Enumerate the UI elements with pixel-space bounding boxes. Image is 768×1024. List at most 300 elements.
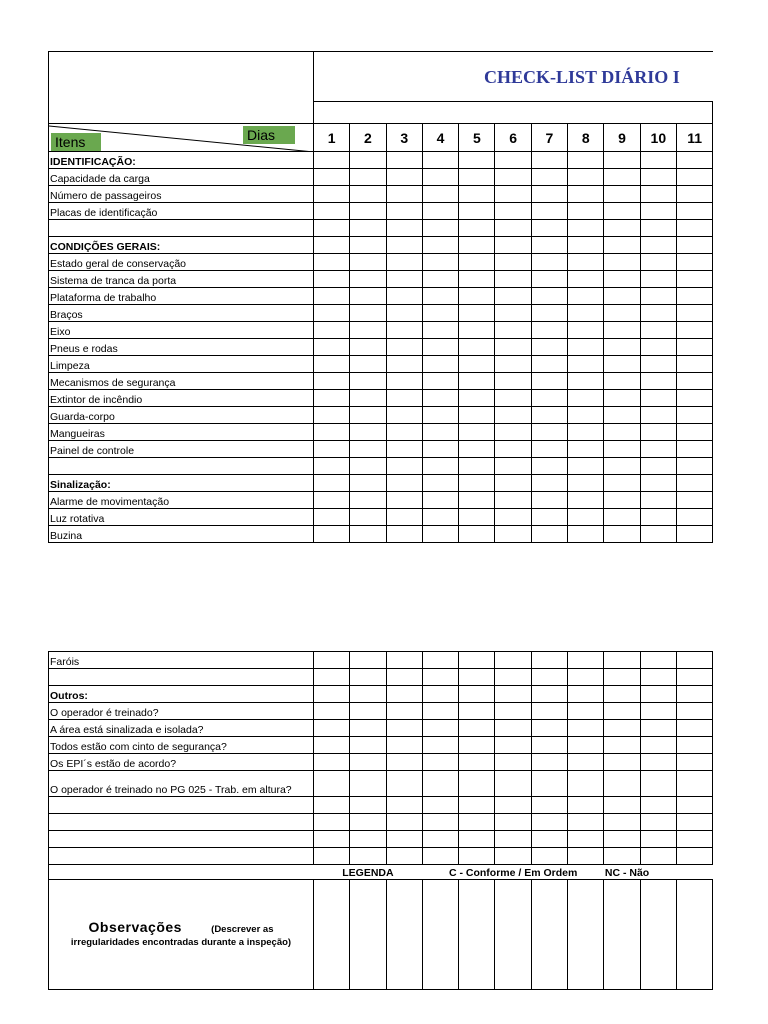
check-cell[interactable]	[314, 373, 350, 390]
check-cell[interactable]	[386, 754, 422, 771]
check-cell[interactable]	[386, 703, 422, 720]
check-cell[interactable]	[531, 703, 567, 720]
check-cell[interactable]	[640, 797, 676, 814]
check-cell[interactable]	[422, 339, 458, 356]
check-cell[interactable]	[422, 441, 458, 458]
check-cell[interactable]	[568, 356, 604, 373]
check-cell[interactable]	[568, 271, 604, 288]
check-cell[interactable]	[531, 305, 567, 322]
check-cell[interactable]	[676, 686, 712, 703]
check-cell[interactable]	[531, 458, 567, 475]
check-cell[interactable]	[604, 652, 640, 669]
check-cell[interactable]	[350, 322, 386, 339]
check-cell[interactable]	[676, 203, 712, 220]
check-cell[interactable]	[568, 407, 604, 424]
check-cell[interactable]	[495, 737, 531, 754]
check-cell[interactable]	[350, 356, 386, 373]
check-cell[interactable]	[604, 441, 640, 458]
check-cell[interactable]	[531, 288, 567, 305]
check-cell[interactable]	[568, 152, 604, 169]
check-cell[interactable]	[640, 441, 676, 458]
check-cell[interactable]	[386, 669, 422, 686]
check-cell[interactable]	[495, 169, 531, 186]
check-cell[interactable]	[568, 458, 604, 475]
check-cell[interactable]	[422, 797, 458, 814]
check-cell[interactable]	[495, 203, 531, 220]
check-cell[interactable]	[568, 203, 604, 220]
check-cell[interactable]	[531, 754, 567, 771]
check-cell[interactable]	[350, 720, 386, 737]
check-cell[interactable]	[422, 169, 458, 186]
check-cell[interactable]	[350, 152, 386, 169]
check-cell[interactable]	[676, 475, 712, 492]
check-cell[interactable]	[422, 771, 458, 797]
check-cell[interactable]	[604, 424, 640, 441]
observacoes-cell[interactable]	[386, 880, 422, 990]
check-cell[interactable]	[531, 526, 567, 543]
check-cell[interactable]	[386, 220, 422, 237]
check-cell[interactable]	[350, 669, 386, 686]
check-cell[interactable]	[314, 169, 350, 186]
check-cell[interactable]	[422, 754, 458, 771]
check-cell[interactable]	[386, 441, 422, 458]
check-cell[interactable]	[604, 407, 640, 424]
check-cell[interactable]	[350, 271, 386, 288]
check-cell[interactable]	[350, 509, 386, 526]
check-cell[interactable]	[568, 509, 604, 526]
check-cell[interactable]	[640, 390, 676, 407]
check-cell[interactable]	[568, 492, 604, 509]
check-cell[interactable]	[604, 288, 640, 305]
check-cell[interactable]	[604, 220, 640, 237]
observacoes-cell[interactable]	[459, 880, 495, 990]
check-cell[interactable]	[422, 237, 458, 254]
check-cell[interactable]	[531, 237, 567, 254]
check-cell[interactable]	[640, 271, 676, 288]
check-cell[interactable]	[459, 475, 495, 492]
check-cell[interactable]	[676, 831, 712, 848]
check-cell[interactable]	[676, 737, 712, 754]
check-cell[interactable]	[459, 254, 495, 271]
check-cell[interactable]	[386, 737, 422, 754]
check-cell[interactable]	[459, 373, 495, 390]
check-cell[interactable]	[676, 509, 712, 526]
check-cell[interactable]	[604, 754, 640, 771]
check-cell[interactable]	[604, 526, 640, 543]
check-cell[interactable]	[531, 441, 567, 458]
check-cell[interactable]	[604, 458, 640, 475]
check-cell[interactable]	[350, 475, 386, 492]
check-cell[interactable]	[568, 848, 604, 865]
check-cell[interactable]	[350, 288, 386, 305]
check-cell[interactable]	[568, 737, 604, 754]
check-cell[interactable]	[676, 254, 712, 271]
check-cell[interactable]	[604, 509, 640, 526]
check-cell[interactable]	[386, 848, 422, 865]
check-cell[interactable]	[495, 754, 531, 771]
check-cell[interactable]	[676, 373, 712, 390]
check-cell[interactable]	[422, 737, 458, 754]
check-cell[interactable]	[386, 203, 422, 220]
check-cell[interactable]	[640, 458, 676, 475]
check-cell[interactable]	[350, 186, 386, 203]
check-cell[interactable]	[459, 703, 495, 720]
check-cell[interactable]	[531, 652, 567, 669]
check-cell[interactable]	[314, 254, 350, 271]
check-cell[interactable]	[604, 169, 640, 186]
check-cell[interactable]	[386, 322, 422, 339]
check-cell[interactable]	[640, 322, 676, 339]
check-cell[interactable]	[495, 686, 531, 703]
check-cell[interactable]	[676, 305, 712, 322]
check-cell[interactable]	[314, 407, 350, 424]
check-cell[interactable]	[495, 356, 531, 373]
check-cell[interactable]	[568, 814, 604, 831]
observacoes-cell[interactable]	[604, 880, 640, 990]
check-cell[interactable]	[568, 254, 604, 271]
check-cell[interactable]	[422, 686, 458, 703]
check-cell[interactable]	[422, 186, 458, 203]
check-cell[interactable]	[640, 669, 676, 686]
check-cell[interactable]	[604, 271, 640, 288]
check-cell[interactable]	[676, 652, 712, 669]
check-cell[interactable]	[386, 424, 422, 441]
check-cell[interactable]	[676, 771, 712, 797]
check-cell[interactable]	[604, 831, 640, 848]
check-cell[interactable]	[604, 152, 640, 169]
check-cell[interactable]	[422, 203, 458, 220]
check-cell[interactable]	[531, 356, 567, 373]
check-cell[interactable]	[640, 686, 676, 703]
check-cell[interactable]	[640, 254, 676, 271]
check-cell[interactable]	[495, 492, 531, 509]
observacoes-cell[interactable]	[676, 880, 712, 990]
check-cell[interactable]	[314, 754, 350, 771]
check-cell[interactable]	[459, 509, 495, 526]
check-cell[interactable]	[676, 271, 712, 288]
check-cell[interactable]	[459, 152, 495, 169]
check-cell[interactable]	[495, 390, 531, 407]
check-cell[interactable]	[531, 203, 567, 220]
check-cell[interactable]	[495, 152, 531, 169]
observacoes-cell[interactable]	[531, 880, 567, 990]
check-cell[interactable]	[604, 720, 640, 737]
check-cell[interactable]	[386, 254, 422, 271]
check-cell[interactable]	[676, 169, 712, 186]
check-cell[interactable]	[676, 492, 712, 509]
check-cell[interactable]	[640, 220, 676, 237]
check-cell[interactable]	[386, 492, 422, 509]
check-cell[interactable]	[459, 441, 495, 458]
check-cell[interactable]	[676, 288, 712, 305]
check-cell[interactable]	[314, 339, 350, 356]
check-cell[interactable]	[495, 475, 531, 492]
check-cell[interactable]	[676, 220, 712, 237]
check-cell[interactable]	[459, 754, 495, 771]
check-cell[interactable]	[495, 271, 531, 288]
check-cell[interactable]	[459, 814, 495, 831]
check-cell[interactable]	[386, 305, 422, 322]
check-cell[interactable]	[531, 509, 567, 526]
check-cell[interactable]	[314, 390, 350, 407]
check-cell[interactable]	[386, 407, 422, 424]
check-cell[interactable]	[604, 737, 640, 754]
check-cell[interactable]	[495, 424, 531, 441]
check-cell[interactable]	[531, 220, 567, 237]
check-cell[interactable]	[640, 475, 676, 492]
check-cell[interactable]	[676, 669, 712, 686]
check-cell[interactable]	[422, 720, 458, 737]
check-cell[interactable]	[314, 305, 350, 322]
check-cell[interactable]	[568, 526, 604, 543]
check-cell[interactable]	[604, 669, 640, 686]
observacoes-cell[interactable]	[314, 880, 350, 990]
check-cell[interactable]	[422, 669, 458, 686]
check-cell[interactable]	[568, 771, 604, 797]
check-cell[interactable]	[350, 407, 386, 424]
check-cell[interactable]	[531, 814, 567, 831]
check-cell[interactable]	[676, 407, 712, 424]
check-cell[interactable]	[350, 686, 386, 703]
check-cell[interactable]	[604, 339, 640, 356]
check-cell[interactable]	[640, 407, 676, 424]
check-cell[interactable]	[640, 492, 676, 509]
check-cell[interactable]	[314, 703, 350, 720]
check-cell[interactable]	[350, 771, 386, 797]
check-cell[interactable]	[386, 720, 422, 737]
check-cell[interactable]	[386, 509, 422, 526]
check-cell[interactable]	[604, 203, 640, 220]
check-cell[interactable]	[531, 169, 567, 186]
check-cell[interactable]	[531, 254, 567, 271]
check-cell[interactable]	[495, 652, 531, 669]
check-cell[interactable]	[459, 407, 495, 424]
check-cell[interactable]	[495, 186, 531, 203]
check-cell[interactable]	[350, 831, 386, 848]
check-cell[interactable]	[314, 720, 350, 737]
check-cell[interactable]	[459, 686, 495, 703]
check-cell[interactable]	[568, 441, 604, 458]
check-cell[interactable]	[495, 797, 531, 814]
check-cell[interactable]	[676, 186, 712, 203]
check-cell[interactable]	[531, 373, 567, 390]
check-cell[interactable]	[350, 848, 386, 865]
check-cell[interactable]	[350, 254, 386, 271]
check-cell[interactable]	[604, 703, 640, 720]
check-cell[interactable]	[459, 669, 495, 686]
check-cell[interactable]	[422, 848, 458, 865]
check-cell[interactable]	[568, 424, 604, 441]
check-cell[interactable]	[604, 797, 640, 814]
check-cell[interactable]	[640, 203, 676, 220]
check-cell[interactable]	[422, 271, 458, 288]
check-cell[interactable]	[495, 720, 531, 737]
check-cell[interactable]	[640, 424, 676, 441]
check-cell[interactable]	[495, 373, 531, 390]
check-cell[interactable]	[422, 220, 458, 237]
check-cell[interactable]	[568, 305, 604, 322]
check-cell[interactable]	[640, 814, 676, 831]
check-cell[interactable]	[386, 288, 422, 305]
check-cell[interactable]	[640, 186, 676, 203]
check-cell[interactable]	[350, 754, 386, 771]
check-cell[interactable]	[676, 526, 712, 543]
check-cell[interactable]	[422, 509, 458, 526]
check-cell[interactable]	[676, 703, 712, 720]
check-cell[interactable]	[531, 475, 567, 492]
check-cell[interactable]	[531, 669, 567, 686]
check-cell[interactable]	[314, 356, 350, 373]
check-cell[interactable]	[640, 737, 676, 754]
check-cell[interactable]	[568, 169, 604, 186]
check-cell[interactable]	[314, 652, 350, 669]
check-cell[interactable]	[422, 492, 458, 509]
check-cell[interactable]	[676, 814, 712, 831]
check-cell[interactable]	[459, 237, 495, 254]
check-cell[interactable]	[314, 686, 350, 703]
check-cell[interactable]	[314, 797, 350, 814]
observacoes-cell[interactable]	[640, 880, 676, 990]
check-cell[interactable]	[459, 390, 495, 407]
observacoes-cell[interactable]	[568, 880, 604, 990]
check-cell[interactable]	[676, 390, 712, 407]
check-cell[interactable]	[568, 322, 604, 339]
check-cell[interactable]	[459, 492, 495, 509]
check-cell[interactable]	[676, 152, 712, 169]
check-cell[interactable]	[386, 186, 422, 203]
check-cell[interactable]	[495, 237, 531, 254]
check-cell[interactable]	[422, 356, 458, 373]
check-cell[interactable]	[531, 407, 567, 424]
check-cell[interactable]	[531, 152, 567, 169]
check-cell[interactable]	[314, 288, 350, 305]
check-cell[interactable]	[386, 652, 422, 669]
check-cell[interactable]	[422, 424, 458, 441]
check-cell[interactable]	[350, 169, 386, 186]
check-cell[interactable]	[386, 152, 422, 169]
check-cell[interactable]	[568, 831, 604, 848]
check-cell[interactable]	[386, 339, 422, 356]
check-cell[interactable]	[350, 220, 386, 237]
check-cell[interactable]	[640, 237, 676, 254]
check-cell[interactable]	[495, 339, 531, 356]
check-cell[interactable]	[604, 305, 640, 322]
check-cell[interactable]	[495, 441, 531, 458]
check-cell[interactable]	[640, 288, 676, 305]
check-cell[interactable]	[640, 848, 676, 865]
check-cell[interactable]	[495, 669, 531, 686]
check-cell[interactable]	[350, 424, 386, 441]
check-cell[interactable]	[676, 848, 712, 865]
check-cell[interactable]	[386, 814, 422, 831]
check-cell[interactable]	[531, 492, 567, 509]
check-cell[interactable]	[386, 526, 422, 543]
check-cell[interactable]	[568, 686, 604, 703]
check-cell[interactable]	[640, 356, 676, 373]
check-cell[interactable]	[314, 848, 350, 865]
check-cell[interactable]	[495, 322, 531, 339]
check-cell[interactable]	[568, 720, 604, 737]
check-cell[interactable]	[459, 186, 495, 203]
check-cell[interactable]	[568, 339, 604, 356]
check-cell[interactable]	[640, 720, 676, 737]
check-cell[interactable]	[459, 424, 495, 441]
check-cell[interactable]	[350, 526, 386, 543]
check-cell[interactable]	[604, 848, 640, 865]
check-cell[interactable]	[604, 237, 640, 254]
check-cell[interactable]	[568, 703, 604, 720]
check-cell[interactable]	[531, 271, 567, 288]
check-cell[interactable]	[640, 652, 676, 669]
check-cell[interactable]	[350, 237, 386, 254]
check-cell[interactable]	[604, 475, 640, 492]
check-cell[interactable]	[314, 509, 350, 526]
check-cell[interactable]	[459, 737, 495, 754]
check-cell[interactable]	[314, 458, 350, 475]
check-cell[interactable]	[604, 322, 640, 339]
check-cell[interactable]	[640, 754, 676, 771]
check-cell[interactable]	[640, 373, 676, 390]
check-cell[interactable]	[495, 814, 531, 831]
check-cell[interactable]	[350, 373, 386, 390]
check-cell[interactable]	[459, 526, 495, 543]
check-cell[interactable]	[386, 271, 422, 288]
check-cell[interactable]	[604, 390, 640, 407]
check-cell[interactable]	[386, 458, 422, 475]
check-cell[interactable]	[531, 848, 567, 865]
check-cell[interactable]	[350, 203, 386, 220]
check-cell[interactable]	[422, 152, 458, 169]
check-cell[interactable]	[604, 356, 640, 373]
check-cell[interactable]	[459, 797, 495, 814]
check-cell[interactable]	[676, 424, 712, 441]
check-cell[interactable]	[350, 305, 386, 322]
check-cell[interactable]	[568, 754, 604, 771]
check-cell[interactable]	[459, 169, 495, 186]
check-cell[interactable]	[640, 305, 676, 322]
check-cell[interactable]	[495, 831, 531, 848]
check-cell[interactable]	[531, 797, 567, 814]
check-cell[interactable]	[314, 424, 350, 441]
check-cell[interactable]	[604, 254, 640, 271]
check-cell[interactable]	[350, 652, 386, 669]
check-cell[interactable]	[495, 288, 531, 305]
check-cell[interactable]	[676, 458, 712, 475]
check-cell[interactable]	[640, 169, 676, 186]
check-cell[interactable]	[314, 492, 350, 509]
check-cell[interactable]	[459, 288, 495, 305]
check-cell[interactable]	[314, 220, 350, 237]
check-cell[interactable]	[676, 339, 712, 356]
check-cell[interactable]	[422, 458, 458, 475]
check-cell[interactable]	[386, 390, 422, 407]
check-cell[interactable]	[568, 475, 604, 492]
check-cell[interactable]	[531, 424, 567, 441]
check-cell[interactable]	[314, 737, 350, 754]
check-cell[interactable]	[459, 771, 495, 797]
check-cell[interactable]	[386, 373, 422, 390]
check-cell[interactable]	[676, 237, 712, 254]
check-cell[interactable]	[314, 771, 350, 797]
check-cell[interactable]	[531, 390, 567, 407]
check-cell[interactable]	[350, 339, 386, 356]
check-cell[interactable]	[640, 152, 676, 169]
check-cell[interactable]	[495, 458, 531, 475]
observacoes-cell[interactable]	[495, 880, 531, 990]
check-cell[interactable]	[495, 703, 531, 720]
check-cell[interactable]	[314, 322, 350, 339]
check-cell[interactable]	[531, 720, 567, 737]
